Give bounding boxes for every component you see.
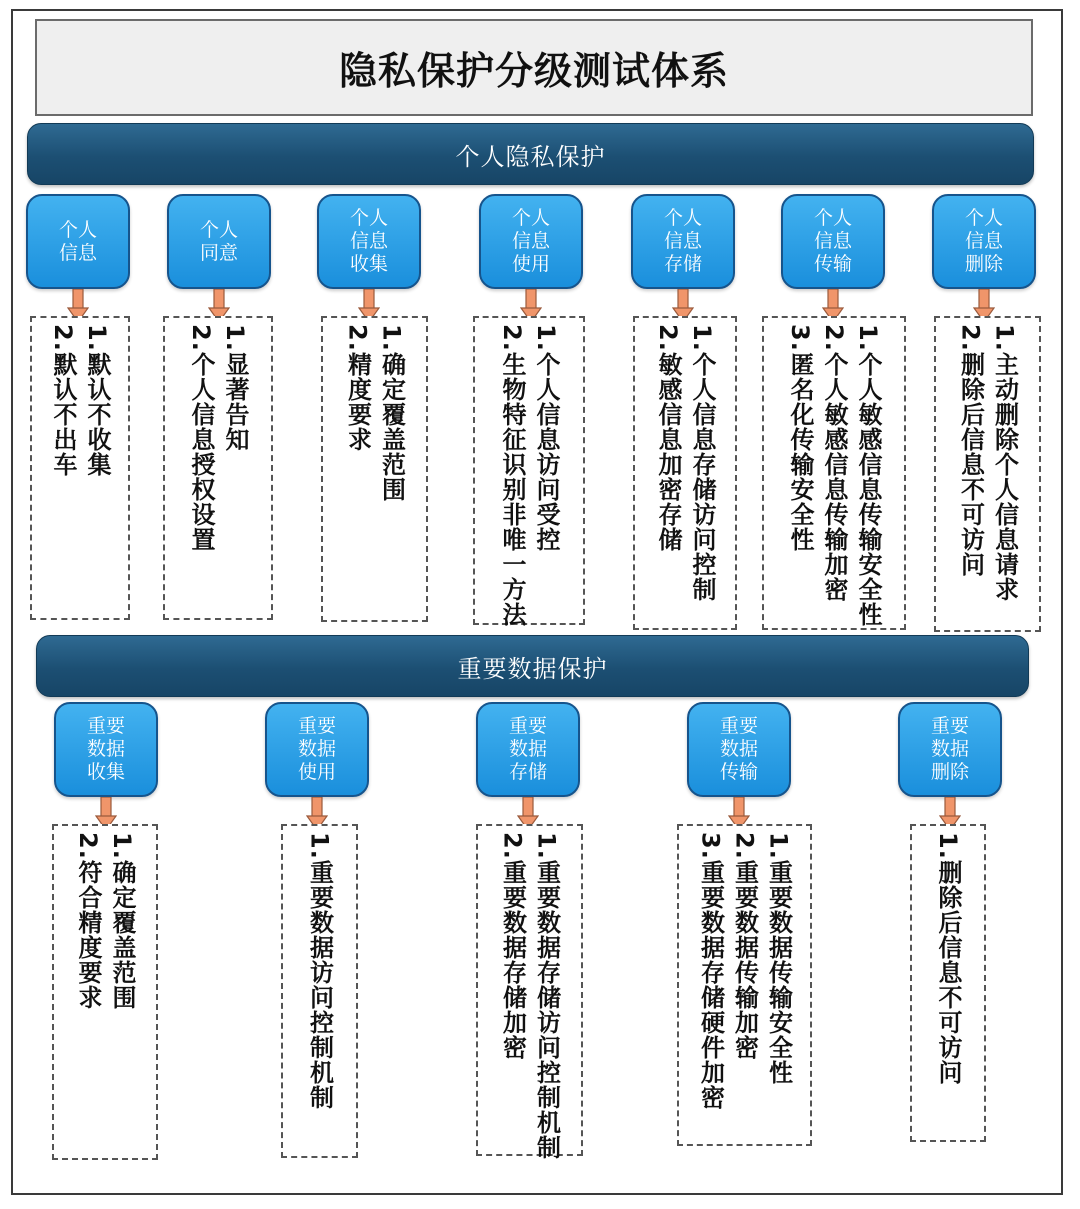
requirement-item: 1.默认不收集 — [83, 324, 111, 477]
requirement-item: 3.重要数据存储硬件加密 — [696, 832, 725, 1110]
category-label-line: 同意 — [199, 241, 238, 264]
requirement-box — [762, 316, 906, 630]
category-label-line: 信息 — [964, 230, 1003, 252]
category-node — [479, 194, 583, 289]
category-node — [932, 194, 1036, 289]
category-label-line: 重要 — [86, 715, 125, 737]
category-node — [26, 194, 130, 289]
requirement-item: 2.删除后信息不可访问 — [956, 324, 985, 577]
requirement-box — [321, 316, 428, 622]
category-label-line: 信息 — [813, 230, 852, 252]
category-label-line: 收集 — [349, 253, 388, 275]
category-node — [898, 702, 1002, 797]
category-node — [476, 702, 580, 797]
category-label-line: 数据 — [719, 738, 758, 760]
category-label-line: 个人 — [813, 207, 852, 229]
requirement-item: 2.生物特征识别非唯一方法 — [498, 324, 526, 627]
category-node — [317, 194, 421, 289]
category-label-line: 数据 — [86, 738, 125, 760]
category-label-line: 信息 — [58, 241, 97, 264]
category-node — [781, 194, 885, 289]
requirement-item: 1.显著告知 — [221, 324, 249, 452]
category-label-line: 删除 — [930, 761, 969, 783]
requirement-item: 2.个人信息授权设置 — [187, 324, 215, 552]
category-node — [631, 194, 735, 289]
requirement-item: 1.确定覆盖范围 — [108, 832, 136, 1010]
section-banner: 重要数据保护 — [36, 635, 1029, 697]
category-label-line: 个人 — [199, 218, 238, 241]
category-label-line: 收集 — [86, 761, 125, 783]
requirement-box — [30, 316, 130, 620]
category-label-line: 使用 — [297, 761, 336, 783]
requirement-box — [910, 824, 986, 1142]
category-label-line: 个人 — [58, 218, 97, 241]
requirement-item: 1.主动删除个人信息请求 — [990, 324, 1019, 602]
category-label-line: 传输 — [813, 253, 852, 275]
category-label-line: 个人 — [349, 207, 388, 229]
requirement-box — [52, 824, 158, 1160]
category-label-line: 数据 — [297, 738, 336, 760]
category-label-line: 重要 — [508, 715, 547, 737]
category-node — [265, 702, 369, 797]
requirement-item: 2.精度要求 — [343, 324, 372, 452]
section-banner: 个人隐私保护 — [27, 123, 1034, 185]
requirement-item: 2.敏感信息加密存储 — [654, 324, 682, 552]
requirement-item: 2.默认不出车 — [49, 324, 77, 477]
requirement-item: 1.个人信息存储访问控制 — [688, 324, 716, 602]
requirement-item: 2.符合精度要求 — [74, 832, 102, 1010]
category-label-line: 信息 — [663, 230, 702, 252]
category-node — [687, 702, 791, 797]
category-label-line: 个人 — [663, 207, 702, 229]
category-label-line: 信息 — [349, 230, 388, 252]
category-label-line: 存储 — [508, 761, 547, 783]
category-label-line: 个人 — [964, 207, 1003, 229]
diagram-title: 隐私保护分级测试体系 — [35, 19, 1033, 116]
requirement-box — [476, 824, 583, 1160]
requirement-item: 1.重要数据访问控制机制 — [305, 832, 334, 1110]
category-label-line: 重要 — [297, 715, 336, 737]
requirement-box — [934, 316, 1041, 632]
requirement-item: 1.重要数据传输安全性 — [764, 832, 793, 1085]
requirement-box — [281, 824, 358, 1158]
requirement-box — [633, 316, 737, 630]
requirement-item: 1.删除后信息不可访问 — [934, 832, 962, 1085]
requirement-item: 2.重要数据传输加密 — [730, 832, 759, 1060]
requirement-item: 2.个人敏感信息传输加密 — [820, 324, 848, 602]
category-label-line: 使用 — [511, 253, 550, 275]
category-label-line: 删除 — [964, 253, 1003, 275]
requirement-box — [163, 316, 273, 620]
requirement-item: 2.重要数据存储加密 — [498, 832, 527, 1060]
category-node — [167, 194, 271, 289]
category-label-line: 传输 — [719, 761, 758, 783]
category-label-line: 重要 — [930, 715, 969, 737]
requirement-item: 1.重要数据存储访问控制机制 — [532, 832, 561, 1160]
category-label-line: 数据 — [508, 738, 547, 760]
requirement-item: 1.确定覆盖范围 — [377, 324, 406, 502]
category-node — [54, 702, 158, 797]
requirement-item: 1.个人敏感信息传输安全性 — [854, 324, 882, 627]
category-label-line: 数据 — [930, 738, 969, 760]
category-label-line: 存储 — [663, 253, 702, 275]
category-label-line: 重要 — [719, 715, 758, 737]
requirement-box — [677, 824, 812, 1146]
category-label-line: 信息 — [511, 230, 550, 252]
requirement-item: 1.个人信息访问受控 — [532, 324, 560, 552]
category-label-line: 个人 — [511, 207, 550, 229]
requirement-item: 3.匿名化传输安全性 — [786, 324, 814, 552]
requirement-box — [473, 316, 585, 625]
